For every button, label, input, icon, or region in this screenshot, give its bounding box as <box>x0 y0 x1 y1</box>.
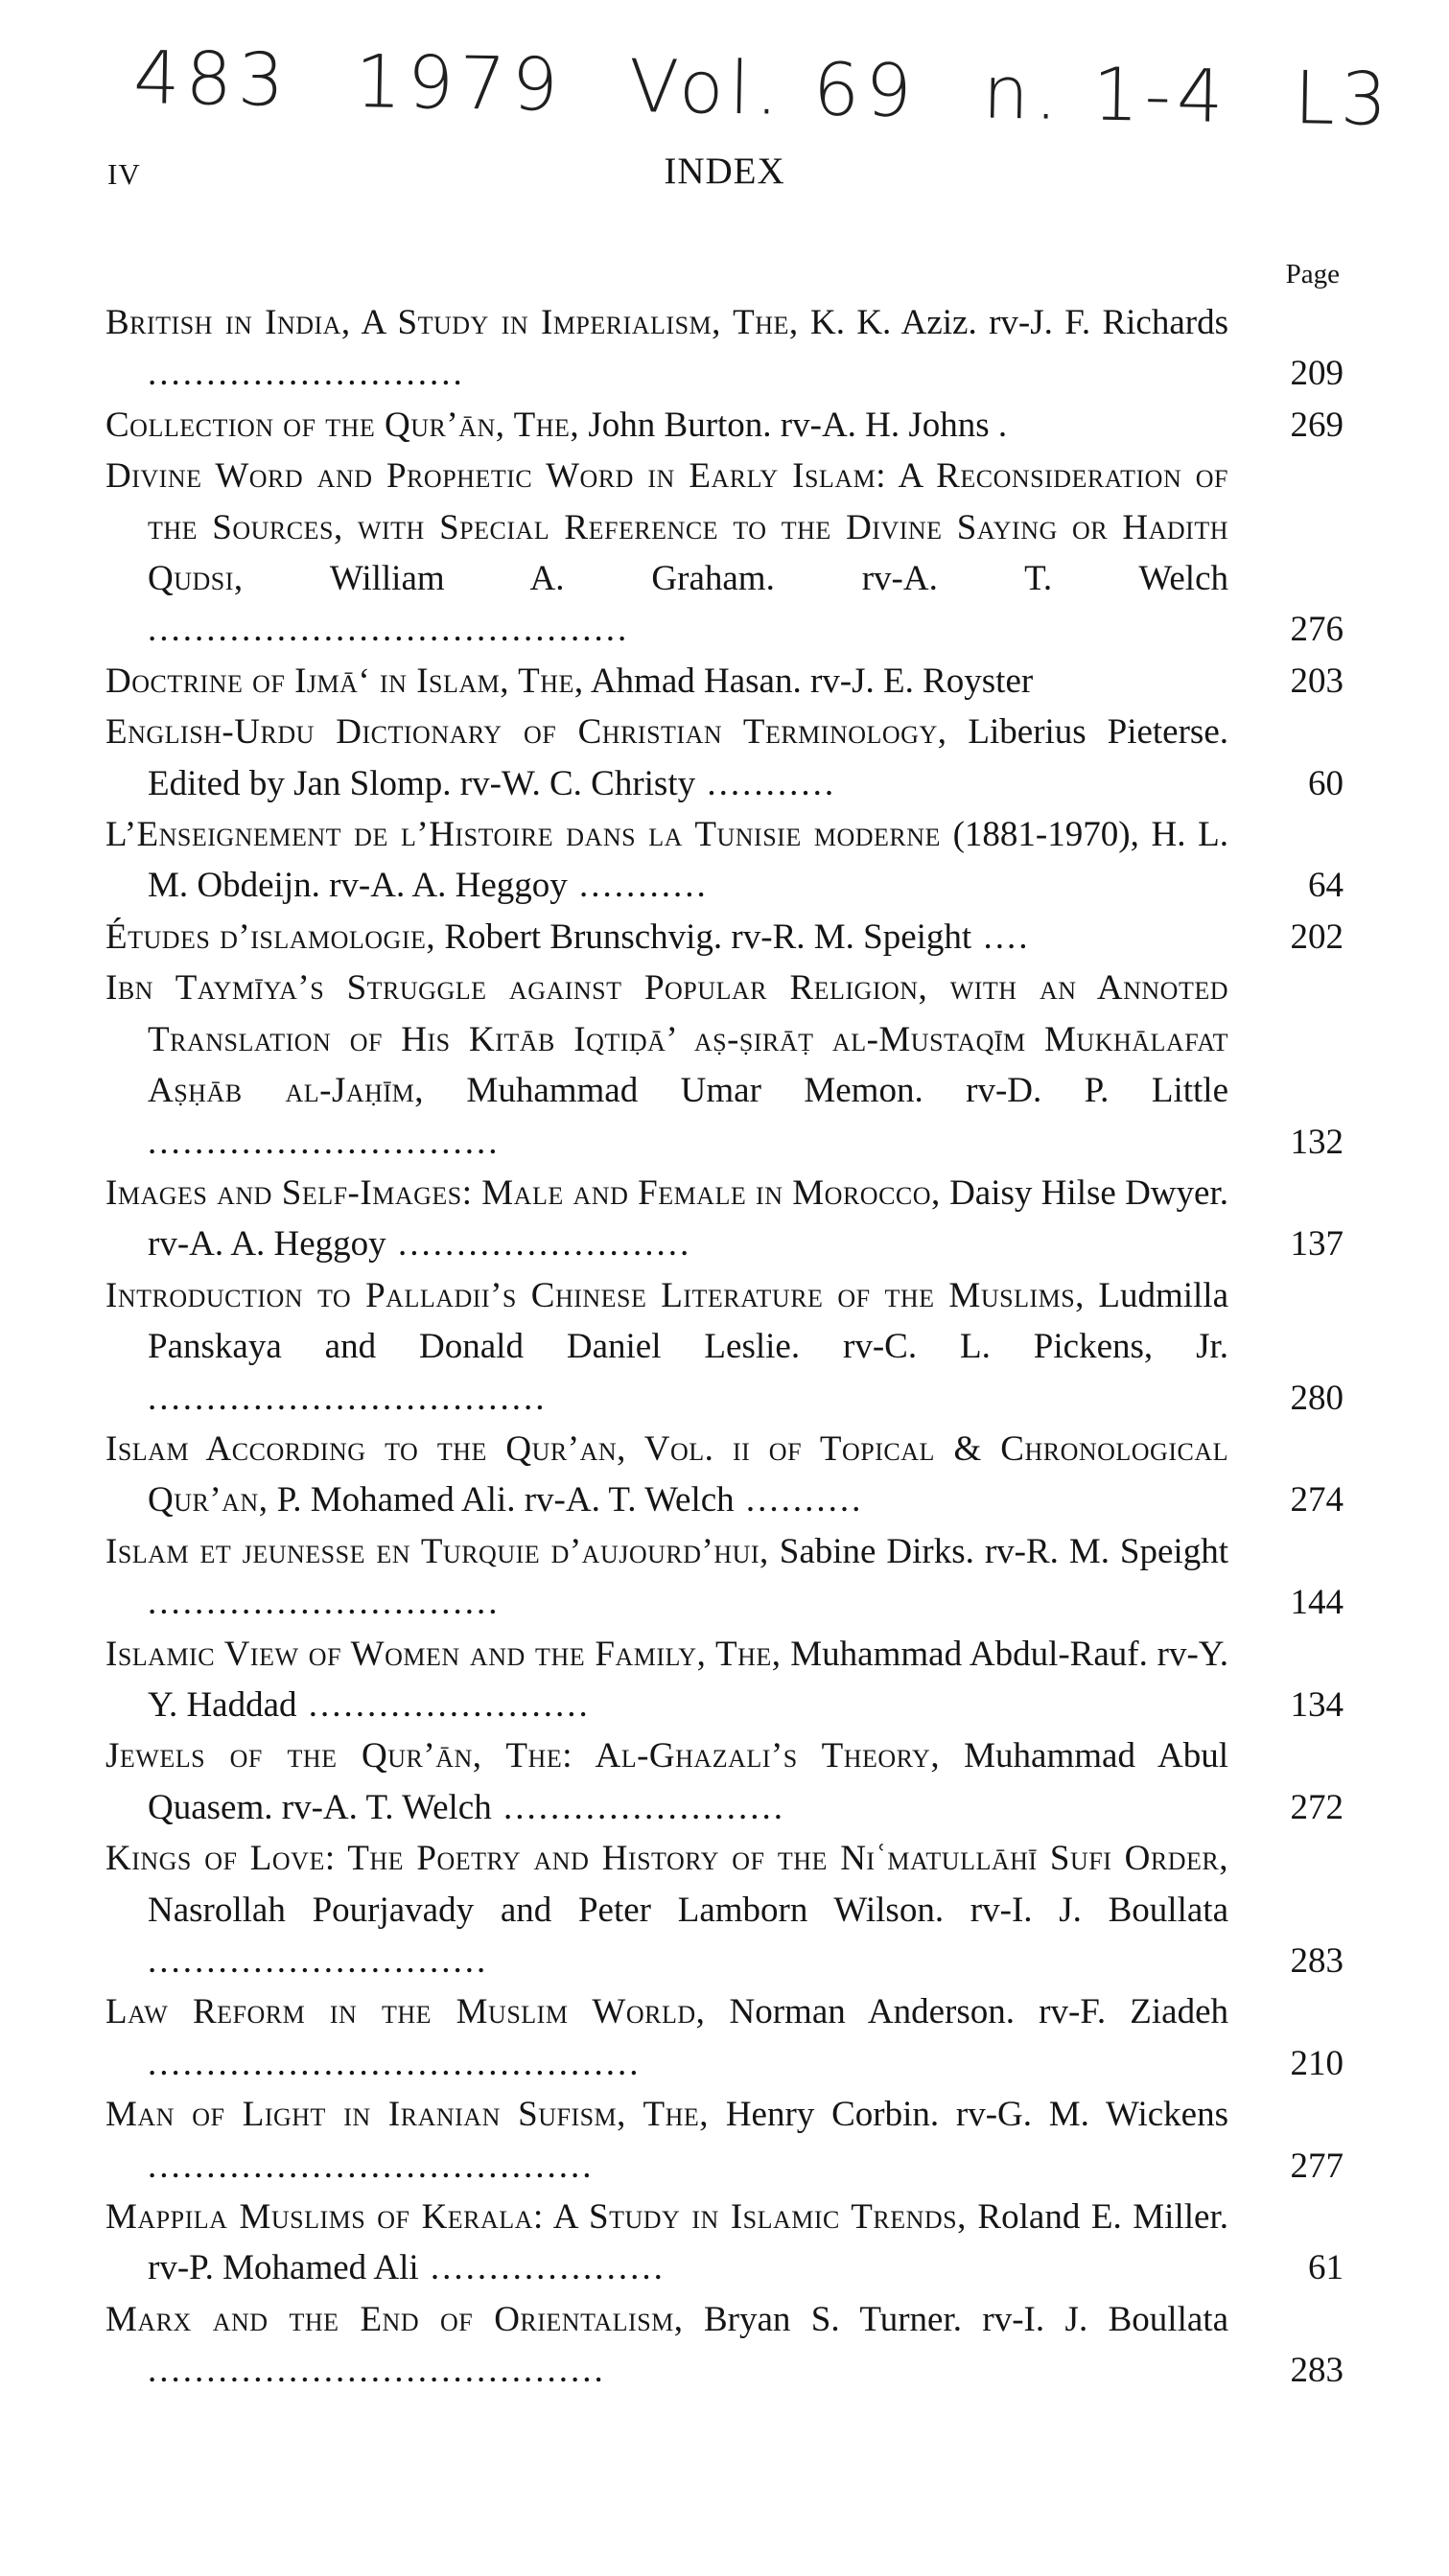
entry-title: Islam According to the Qur’an, Vol. ii of Topical & Chronological Qur’an, <box>105 1428 1228 1520</box>
index-entry <box>105 2192 1344 2294</box>
index-entry <box>105 400 1344 451</box>
entry-details: Muhammad Umar Memon. rv-D. P. Little <box>423 1071 1228 1111</box>
entry-details: (1881-1970), H. L. M. Obdeijn. rv-A. A. Heggoy <box>148 815 1228 906</box>
entry-title: Introduction to Palladii’s Chinese Literature of the Muslims, <box>105 1275 1085 1315</box>
entry-leader-dots: .............................. <box>148 1583 501 1623</box>
entry-leader-dots: .......................................... <box>148 2043 642 2083</box>
entry-details: Nasrollah Pourjavady and Peter Lamborn Wilson. rv-I. J. Boullata <box>148 1890 1228 1930</box>
entry-page: 283 <box>1290 2351 1344 2391</box>
entry-title: Mappila Muslims of Kerala: A Study in Islamic Trends, <box>105 2197 967 2238</box>
index-entry <box>105 912 1344 963</box>
entry-leader-dots: ........................ <box>491 1787 785 1827</box>
entry-title: Divine Word and Prophetic Word in Early Islam: A Reconsideration of the Sources, with Special Reference to the Divine Saying or Hadith Qudsi, <box>105 456 1228 599</box>
entry-page: 60 <box>1308 763 1344 803</box>
entry-page: 209 <box>1290 354 1344 394</box>
entry-title: Marx and the End of Orientalism, <box>105 2299 684 2339</box>
entry-page: 203 <box>1290 661 1344 701</box>
entry-title: L’Enseignement de l’Histoire dans la Tunisie moderne <box>105 815 941 855</box>
page-column-label: Page <box>1285 259 1340 290</box>
entry-leader-dots: .... <box>971 917 1031 957</box>
entry-page: 269 <box>1290 405 1344 445</box>
entry-page: 274 <box>1290 1480 1344 1520</box>
entry-details: K. K. Aziz. rv-J. F. Richards <box>798 303 1228 342</box>
handwritten-part: 1979 <box>354 38 565 128</box>
index-entry <box>105 656 1344 707</box>
entry-page: 202 <box>1290 917 1344 957</box>
page-number: IV <box>107 157 141 191</box>
entry-details: William A. Graham. rv-A. T. Welch <box>243 559 1228 599</box>
index-entry <box>105 1629 1344 1731</box>
entry-page: 276 <box>1290 610 1344 650</box>
entry-leader-dots: ........................ <box>296 1684 591 1725</box>
entry-page: 134 <box>1290 1684 1344 1725</box>
index-entry <box>105 1833 1344 1986</box>
entry-details: Norman Anderson. rv-F. Ziadeh <box>705 1992 1228 2032</box>
handwritten-part: n. 1-4 <box>982 49 1230 139</box>
index-entry <box>105 297 1344 400</box>
index-entry <box>105 1270 1344 1424</box>
index-entry <box>105 2089 1344 2192</box>
entry-title: Islamic View of Women and the Family, The, <box>105 1634 782 1674</box>
index-entry <box>105 1986 1344 2089</box>
entry-title: Kings of Love: The Poetry and History of the Niʿmatullāhī Sufi Order, <box>105 1839 1228 1879</box>
handwritten-part: Vol. 69 <box>628 43 919 134</box>
index-entries <box>105 297 1344 2397</box>
entry-leader-dots: .................... <box>418 2248 666 2288</box>
entry-leader-dots: ........... <box>695 763 837 803</box>
entry-page: 272 <box>1290 1787 1344 1827</box>
entry-leader-dots: ....................................... <box>148 2351 606 2391</box>
index-entry <box>105 451 1344 656</box>
entry-page: 283 <box>1290 1941 1344 1981</box>
index-entry <box>105 809 1344 912</box>
entry-page: 144 <box>1290 1583 1344 1623</box>
entry-leader-dots: .......... <box>734 1480 864 1520</box>
entry-page: 137 <box>1290 1224 1344 1265</box>
handwritten-part: L3 <box>1293 55 1394 142</box>
index-entry <box>105 1526 1344 1629</box>
entry-page: 61 <box>1308 2248 1344 2288</box>
entry-title: Jewels of the Qur’ān, The: Al-Ghazali’s Theory, <box>105 1736 941 1776</box>
entry-details: Robert Brunschvig. rv-R. M. Speight <box>435 917 972 957</box>
index-entry <box>105 2294 1344 2397</box>
entry-details: Bryan S. Turner. rv-I. J. Boullata <box>683 2299 1228 2339</box>
entry-details: Liberius Pieterse. Edited by Jan Slomp. rv-W. C. Christy <box>148 712 1228 803</box>
entry-page: 64 <box>1308 866 1344 906</box>
entry-leader-dots: .............................. <box>148 1122 501 1162</box>
entry-title: Law Reform in the Muslim World, <box>105 1992 706 2032</box>
entry-details: P. Mohamed Ali. rv-A. T. Welch <box>268 1480 735 1520</box>
entry-details: Muhammad Abul Quasem. rv-A. T. Welch <box>148 1736 1228 1827</box>
entry-details: Daisy Hilse Dwyer. rv-A. A. Heggoy <box>148 1172 1228 1265</box>
handwritten-call-number <box>132 35 1399 142</box>
entry-title: Collection of the Qur’ān, The, <box>105 405 580 445</box>
entry-title: Islam et jeunesse en Turquie d’aujourd’hui, <box>105 1531 769 1571</box>
entry-leader-dots: ......................................... <box>148 610 630 650</box>
entry-page: 277 <box>1290 2146 1344 2186</box>
entry-leader-dots: ........................... <box>148 354 465 394</box>
index-entry <box>105 707 1344 809</box>
entry-details: John Burton. rv-A. H. Johns . <box>579 405 1008 445</box>
entry-details: Henry Corbin. rv-G. M. Wickens <box>709 2095 1228 2135</box>
entry-leader-dots: ......................... <box>386 1224 692 1265</box>
handwritten-part: 483 <box>132 35 292 123</box>
entry-details: Muhammad Abdul-Rauf. rv-Y. Y. Haddad <box>148 1634 1228 1725</box>
entry-title: British in India, A Study in Imperialism, The, <box>105 303 799 342</box>
entry-title: Images and Self-Images: Male and Female in Morocco, <box>105 1172 941 1213</box>
entry-title: Études d’islamologie, <box>105 917 436 957</box>
entry-page: 132 <box>1290 1122 1344 1162</box>
entry-title: Doctrine of Ijmā‘ in Islam, The, <box>105 661 584 701</box>
entry-title: Man of Light in Iranian Sufism, The, <box>105 2095 710 2135</box>
entry-details: Sabine Dirks. rv-R. M. Speight <box>768 1531 1228 1571</box>
entry-details: Ludmilla Panskaya and Donald Daniel Leslie. rv-C. L. Pickens, Jr. <box>148 1275 1228 1367</box>
entry-title: Ibn Taymīya’s Struggle against Popular Religion, with an Annoted Translation of His Kitāb Iqtiḍā’ aṣ-ṣirāṭ al-Mustaqīm Mukhālafat Aṣḥāb al-Jaḥīm, <box>105 968 1228 1111</box>
index-entry <box>105 1168 1344 1270</box>
entry-details: Ahmad Hasan. rv-J. E. Royster <box>583 661 1034 701</box>
index-entry <box>105 963 1344 1168</box>
entry-title: English-Urdu Dictionary of Christian Terminology, <box>105 712 947 753</box>
entry-leader-dots: ............................. <box>148 1941 489 1981</box>
entry-leader-dots: .................................. <box>148 1378 548 1418</box>
entry-details: Roland E. Miller. rv-P. Mohamed Ali <box>148 2197 1228 2288</box>
index-entry <box>105 1424 1344 1526</box>
entry-page: 210 <box>1290 2043 1344 2083</box>
index-entry <box>105 1730 1344 1833</box>
entry-leader-dots: ...................................... <box>148 2146 595 2186</box>
entry-leader-dots: ........... <box>567 866 709 906</box>
entry-page: 280 <box>1290 1378 1344 1418</box>
page-title: INDEX <box>664 151 785 192</box>
